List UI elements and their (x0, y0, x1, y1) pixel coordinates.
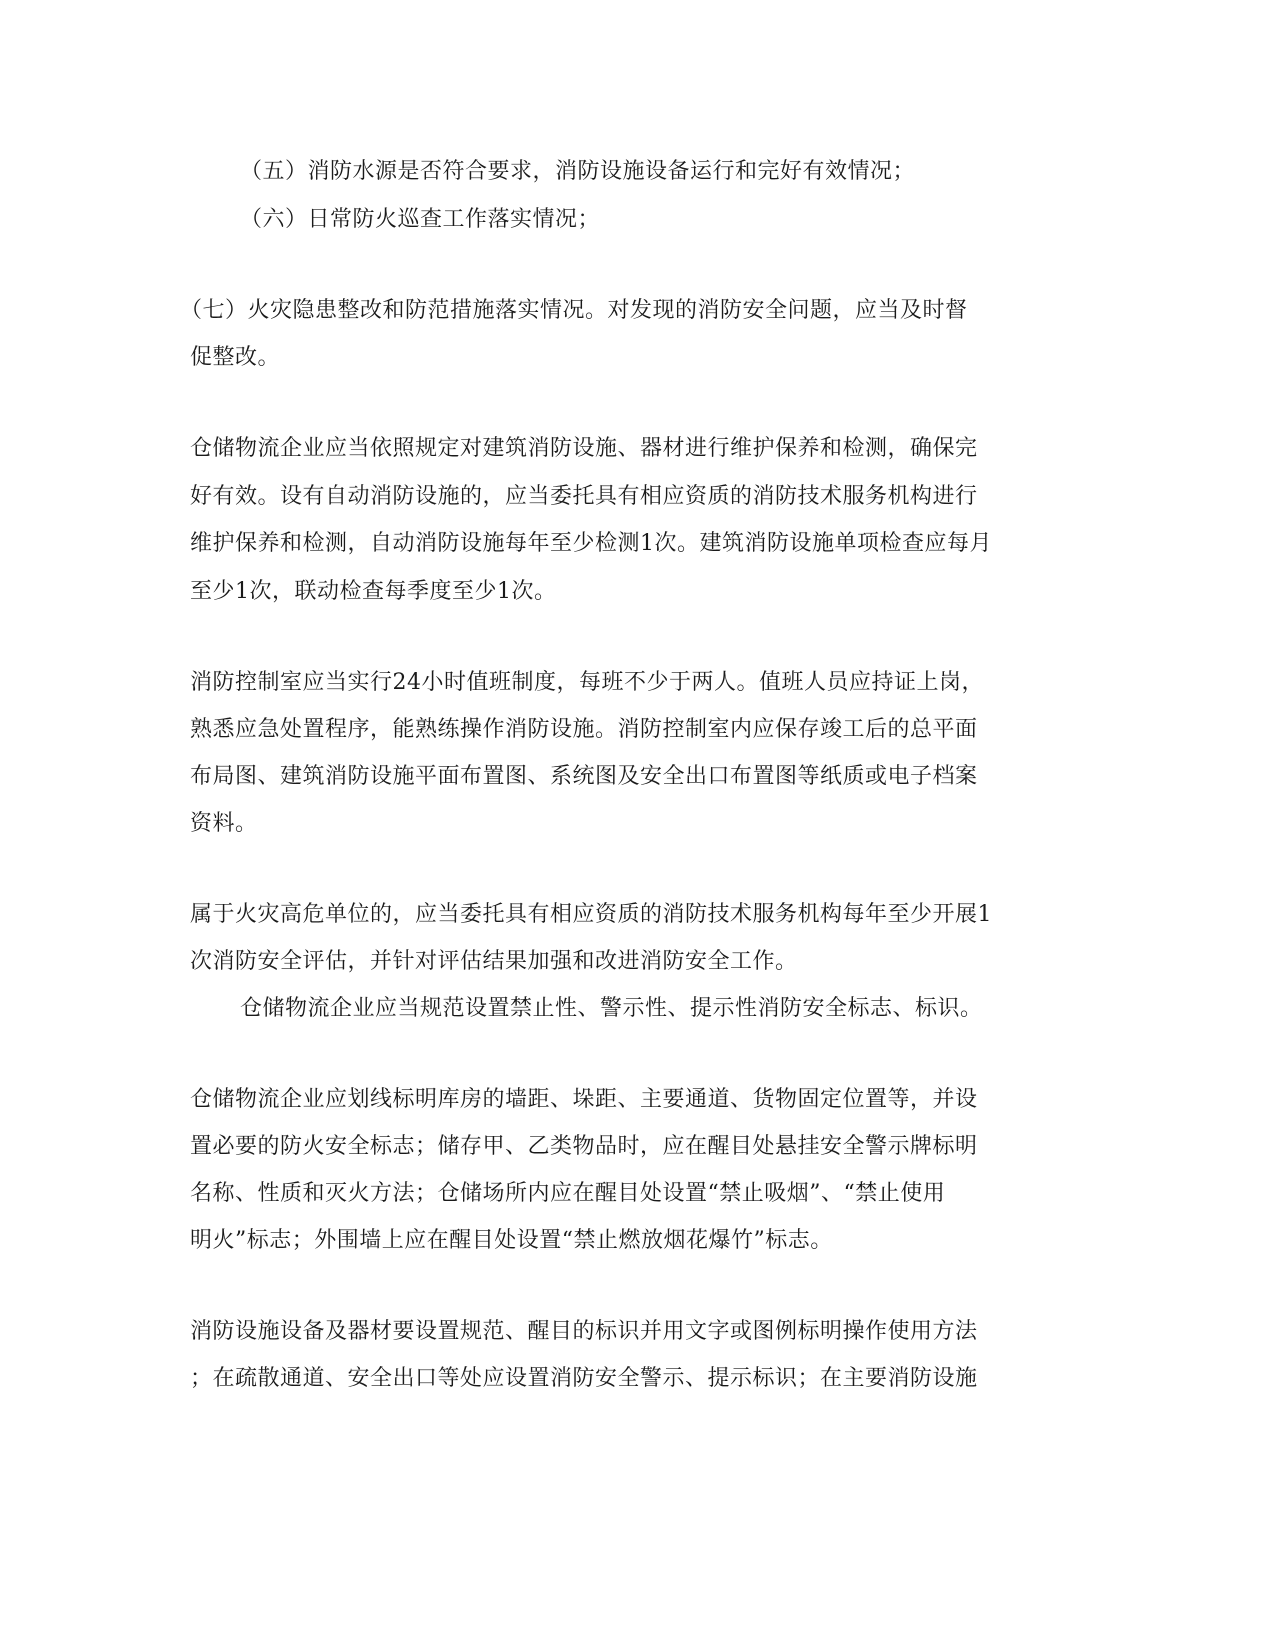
text-line: 属于火灾高危单位的，应当委托具有相应资质的消防技术服务机构每年至少开展1 (190, 902, 992, 927)
text-line: （五）消防水源是否符合要求，消防设施设备运行和完好有效情况； (240, 159, 916, 184)
text-line: 置必要的防火安全标志；储存甲、乙类物品时，应在醒目处悬挂安全警示牌标明 (190, 1134, 978, 1159)
text-line: 消防设施设备及器材要设置规范、醒目的标识并用文字或图例标明操作使用方法 (190, 1319, 978, 1344)
text-line: 促整改。 (190, 345, 281, 370)
text-line: 资料。 (190, 811, 258, 836)
text-line: 仓储物流企业应划线标明库房的墙距、垛距、主要通道、货物固定位置等，并设 (190, 1087, 978, 1112)
text-line: 维护保养和检测，自动消防设施每年至少检测1次。建筑消防设施单项检查应每月 (190, 531, 992, 556)
text-line: 名称、性质和灭火方法；仓储场所内应在醒目处设置“禁止吸烟”、“禁止使用 (190, 1181, 946, 1206)
text-line: ；在疏散通道、安全出口等处应设置消防安全警示、提示标识；在主要消防设施 (190, 1366, 978, 1391)
text-line: 明火”标志；外围墙上应在醒目处设置“禁止燃放烟花爆竹”标志。 (190, 1228, 833, 1253)
text-line: 消防控制室应当实行24小时值班制度，每班不少于两人。值班人员应持证上岗， (190, 670, 984, 695)
text-line: 熟悉应急处置程序，能熟练操作消防设施。消防控制室内应保存竣工后的总平面 (190, 717, 978, 742)
text-line: 好有效。设有自动消防设施的，应当委托具有相应资质的消防技术服务机构进行 (190, 484, 978, 509)
text-line: 仓储物流企业应当规范设置禁止性、警示性、提示性消防安全标志、标识。 (240, 996, 983, 1021)
text-line: 次消防安全评估，并针对评估结果加强和改进消防安全工作。 (190, 949, 798, 974)
text-line: 布局图、建筑消防设施平面布置图、系统图及安全出口布置图等纸质或电子档案 (190, 764, 978, 789)
text-line: （七）火灾隐患整改和防范措施落实情况。对发现的消防安全问题，应当及时督 (180, 298, 968, 323)
text-line: 至少1次，联动检查每季度至少1次。 (190, 579, 557, 604)
text-line: 仓储物流企业应当依照规定对建筑消防设施、器材进行维护保养和检测，确保完 (190, 436, 978, 461)
text-line: （六）日常防火巡查工作落实情况； (240, 207, 601, 232)
